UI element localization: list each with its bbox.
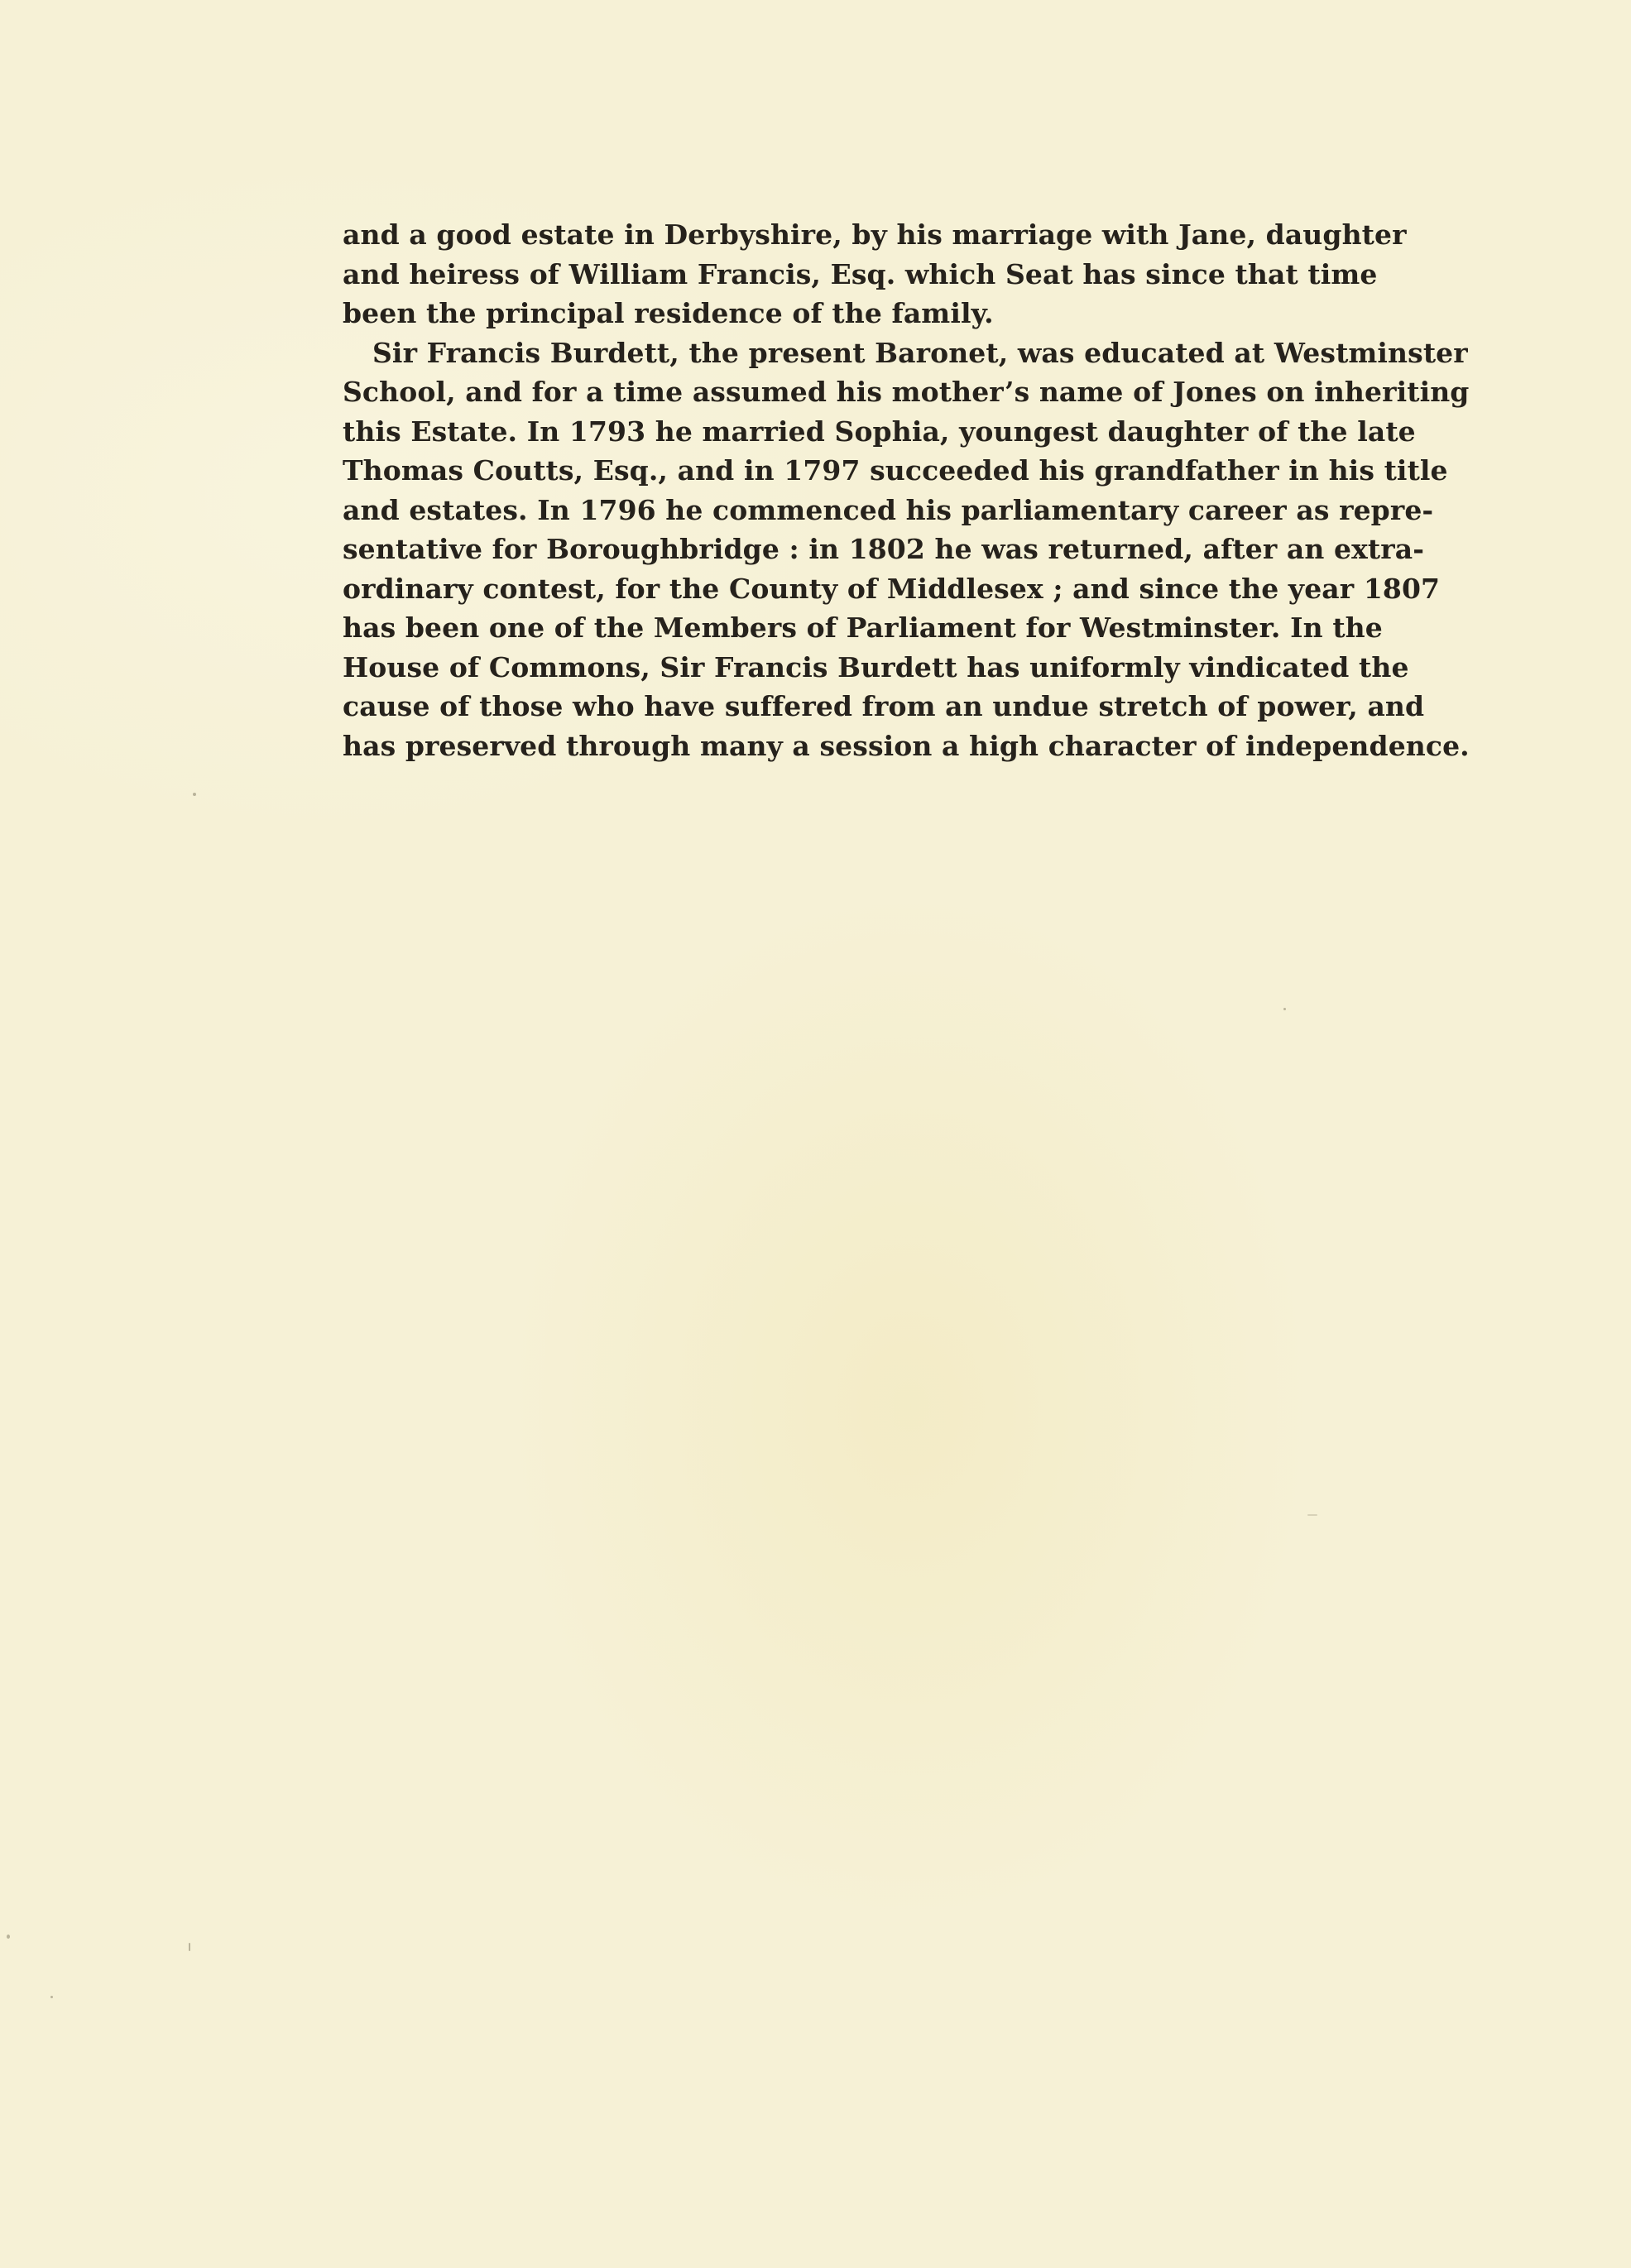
- text-line: this Estate. In 1793 he married Sophia, youngest daughter of the late: [343, 415, 1416, 448]
- paper-speck: [1283, 1008, 1286, 1010]
- text-line: been the principal residence of the family.: [343, 297, 994, 329]
- paper-speck: [189, 1943, 190, 1951]
- text-line: House of Commons, Sir Francis Burdett has uniformly vindicated the: [343, 650, 1409, 683]
- paper-speck: [50, 1996, 53, 1998]
- paper-speck: [7, 1935, 10, 1939]
- text-line: Thomas Coutts, Esq., and in 1797 succeeded his grandfather in his title: [343, 454, 1448, 487]
- text-line: and a good estate in Derbyshire, by his marriage with Jane, daughter: [343, 218, 1407, 251]
- paper-speck: [1307, 1514, 1317, 1516]
- body-text: [343, 215, 1470, 765]
- text-line: Sir Francis Burdett, the present Baronet, was educated at Westminster: [372, 336, 1468, 369]
- text-line: cause of those who have suffered from an undue stretch of power, and: [343, 690, 1425, 722]
- text-line: and heiress of William Francis, Esq. which Seat has since that time: [343, 257, 1378, 290]
- text-line: sentative for Boroughbridge : in 1802 he was returned, after an extra-: [343, 533, 1425, 565]
- text-line: and estates. In 1796 he commenced his parliamentary career as repre-: [343, 493, 1434, 526]
- text-line: has been one of the Members of Parliament for Westminster. In the: [343, 611, 1383, 644]
- paragraph-sir-francis: [343, 333, 1470, 766]
- text-line: School, and for a time assumed his mother’s name of Jones on inheriting: [343, 376, 1470, 408]
- text-line: ordinary contest, for the County of Middlesex ; and since the year 1807: [343, 572, 1441, 605]
- text-line: has preserved through many a session a high character of independence.: [343, 729, 1470, 762]
- paragraph-estate: [343, 215, 1407, 333]
- paper-speck: [193, 793, 196, 796]
